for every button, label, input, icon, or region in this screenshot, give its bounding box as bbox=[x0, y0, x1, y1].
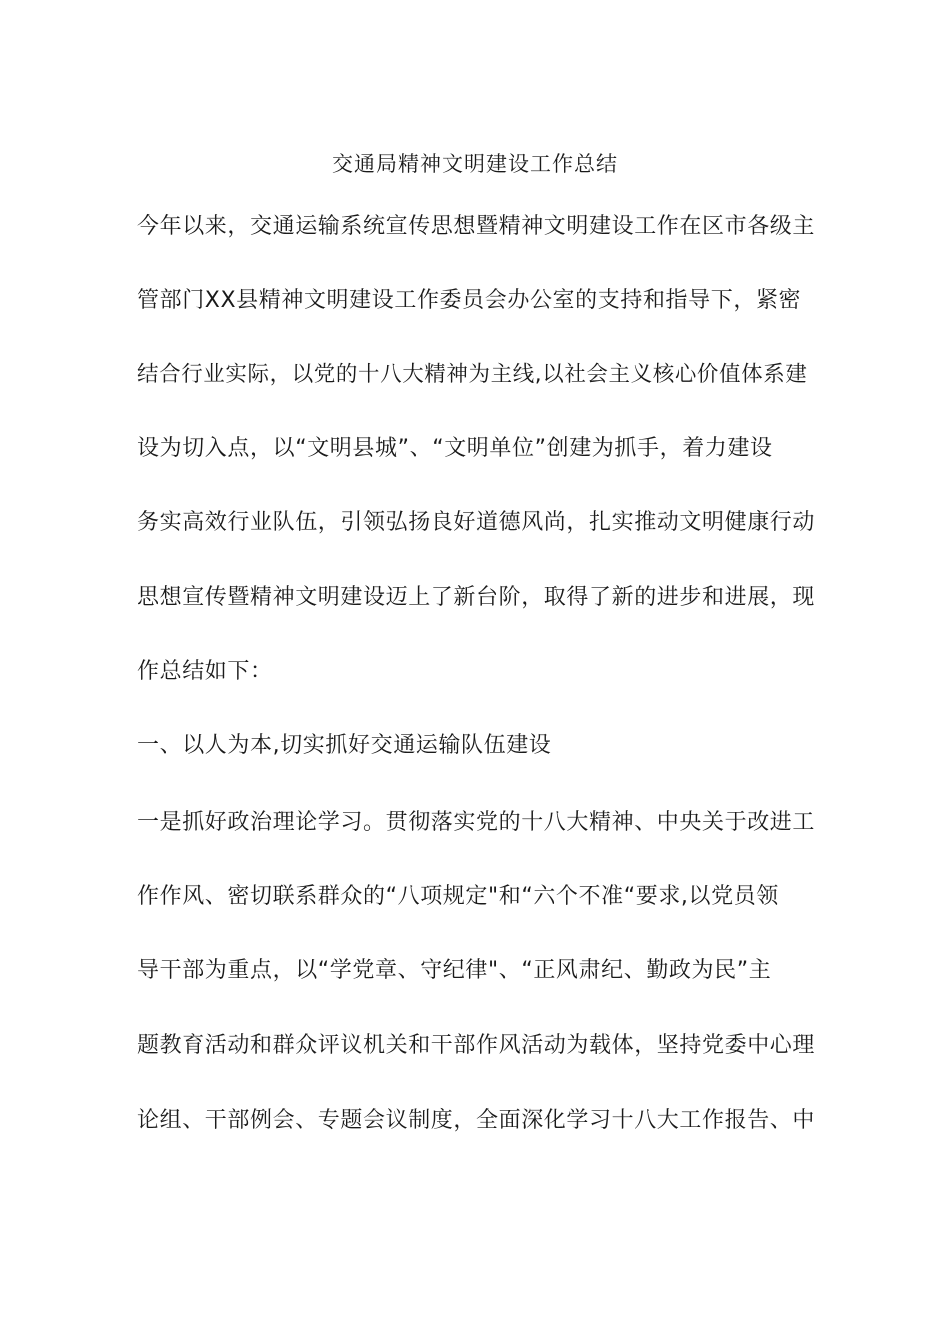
paragraph-line-8: 一是抓好政治理论学习。贯彻落实党的十八大精神、中央关于改进工 bbox=[137, 810, 816, 835]
paragraph-line-5: 务实高效行业队伍，引领弘扬良好道德风尚，扎实推动文明健康行动 bbox=[137, 510, 816, 535]
paragraph-line-4: 设为切入点，以“文明县城”、“文明单位”创建为抓手，着力建设 bbox=[137, 436, 773, 461]
paragraph-line-7: 作总结如下： bbox=[137, 659, 273, 684]
paragraph-line-1: 今年以来，交通运输系统宣传思想暨精神文明建设工作在区市各级主 bbox=[137, 214, 816, 239]
paragraph-line-9: 作作风、密切联系群众的“八项规定"和“六个不准“要求,以党员领 bbox=[137, 884, 779, 909]
paragraph-line-6: 思想宣传暨精神文明建设迈上了新台阶，取得了新的进步和进展，现 bbox=[137, 585, 816, 610]
paragraph-line-12: 论组、干部例会、专题会议制度，全面深化学习十八大工作报告、中 bbox=[137, 1108, 816, 1133]
paragraph-line-3: 结合行业实际，以党的十八大精神为主线,以社会主义核心价值体系建 bbox=[137, 362, 808, 387]
section-heading-1: 一、以人为本,切实抓好交通运输队伍建设 bbox=[137, 733, 552, 758]
paragraph-line-11: 题教育活动和群众评议机关和干部作风活动为载体，坚持党委中心理 bbox=[137, 1033, 816, 1058]
document-title: 交通局精神文明建设工作总结 bbox=[332, 152, 618, 176]
paragraph-line-2: 管部门XX县精神文明建设工作委员会办公室的支持和指导下，紧密 bbox=[137, 288, 802, 313]
paragraph-line-10: 导干部为重点，以“学党章、守纪律"、“正风肃纪、勤政为民”主 bbox=[137, 958, 772, 983]
